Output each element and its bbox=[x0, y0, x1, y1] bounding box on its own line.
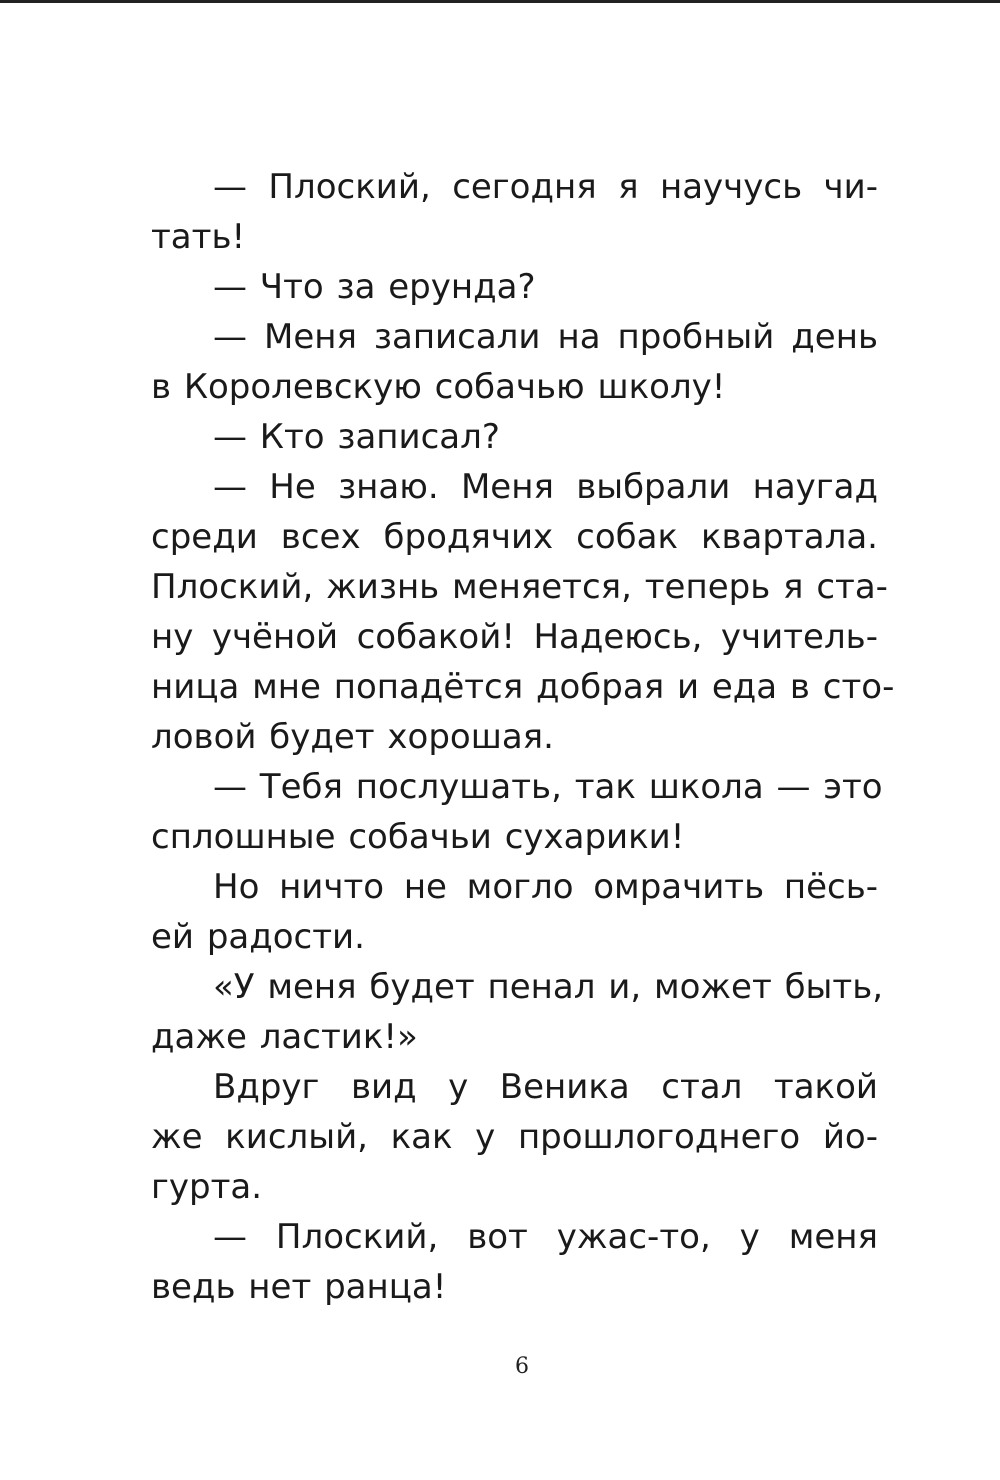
text-line: — Не знаю. Меня выбрали наугад bbox=[213, 467, 878, 507]
text-line: ну учёной собакой! Надеюсь, учитель- bbox=[151, 617, 878, 657]
text-line: — Плоский, сегодня я научусь чи- bbox=[213, 167, 878, 207]
text-line: же кислый, как у прошлогоднего йо- bbox=[151, 1117, 878, 1157]
text-line: Плоский, жизнь меняется, теперь я ста- bbox=[151, 567, 888, 607]
text-line: ей радости. bbox=[151, 917, 365, 957]
body-text bbox=[151, 162, 895, 1312]
text-line: гурта. bbox=[151, 1167, 263, 1207]
text-line: — Меня записали на пробный день bbox=[213, 317, 878, 357]
text-line: среди всех бродячих собак квартала. bbox=[151, 517, 878, 557]
text-line: тать! bbox=[151, 217, 246, 257]
text-line: сплошные собачьи сухарики! bbox=[151, 817, 685, 857]
text-line: «У меня будет пенал и, может быть, bbox=[213, 967, 884, 1007]
text-line: ловой будет хорошая. bbox=[151, 717, 554, 757]
text-line: — Что за ерунда? bbox=[213, 267, 536, 307]
text-line: Вдруг вид у Веника стал такой bbox=[213, 1067, 878, 1107]
text-line: Но ничто не могло омрачить пёсь- bbox=[213, 867, 878, 907]
text-line: — Тебя послушать, так школа — это bbox=[213, 767, 883, 807]
text-line: ница мне попадётся добрая и еда в сто- bbox=[151, 667, 895, 707]
text-line: — Кто записал? bbox=[213, 417, 500, 457]
text-line: даже ластик!» bbox=[151, 1017, 418, 1057]
text-line: в Королевскую собачью школу! bbox=[151, 367, 726, 407]
top-border bbox=[0, 0, 1000, 3]
page-number: 6 bbox=[515, 1354, 529, 1379]
text-line: ведь нет ранца! bbox=[151, 1267, 447, 1307]
text-line: — Плоский, вот ужас-то, у меня bbox=[213, 1217, 878, 1257]
